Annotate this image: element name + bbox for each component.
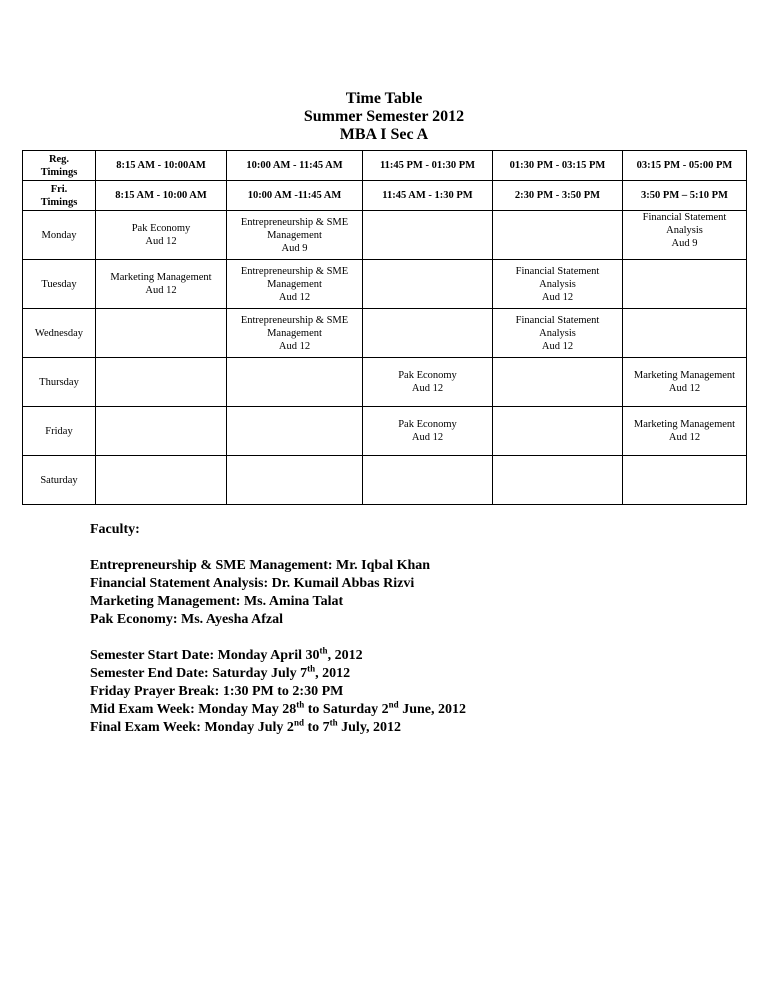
day-row bbox=[23, 358, 747, 407]
cell-text-line: Financial Statement bbox=[642, 212, 727, 223]
cell-text-line: Management bbox=[267, 278, 322, 290]
cell-text-line: Analysis bbox=[539, 327, 576, 339]
cell-text-line: Aud 12 bbox=[278, 291, 311, 303]
empty-cell bbox=[363, 456, 493, 505]
day-name: Tuesday bbox=[23, 260, 96, 309]
day-name: Wednesday bbox=[23, 309, 96, 358]
day-name: Friday bbox=[23, 407, 96, 456]
class-cell bbox=[227, 260, 363, 309]
class-cell bbox=[227, 211, 363, 260]
day-row bbox=[23, 309, 747, 358]
cell-text-line: Marketing Management bbox=[633, 419, 736, 430]
cell-text-line: Management bbox=[267, 229, 322, 241]
cell-text-line: Timings bbox=[40, 166, 78, 178]
faculty-heading: Faculty: bbox=[90, 522, 140, 537]
class-cell bbox=[493, 309, 623, 358]
time-slot: 11:45 AM - 1:30 PM bbox=[363, 181, 493, 211]
empty-cell bbox=[363, 309, 493, 358]
day-row bbox=[23, 456, 747, 505]
empty-cell bbox=[363, 211, 493, 260]
cell-text-line: Entrepreneurship & SME bbox=[240, 314, 349, 326]
cell-text-line: Marketing Management bbox=[633, 370, 736, 381]
empty-cell bbox=[493, 407, 623, 456]
cell-text-line: Entrepreneurship & SME bbox=[240, 216, 349, 228]
cell-text-line: Management bbox=[267, 327, 322, 339]
class-cell bbox=[363, 407, 493, 456]
class-cell bbox=[623, 211, 747, 260]
timings-label bbox=[23, 181, 96, 211]
friday-timings-row bbox=[23, 181, 747, 211]
time-slot: 10:00 AM -11:45 AM bbox=[227, 181, 363, 211]
timings-label bbox=[23, 151, 96, 181]
day-row bbox=[23, 211, 747, 260]
faculty-entry: Entrepreneurship & SME Management: Mr. Iqbal Khan bbox=[90, 558, 431, 573]
title-line-2: Summer Semester 2012 bbox=[303, 108, 465, 125]
faculty-section bbox=[90, 521, 710, 737]
class-cell bbox=[623, 407, 747, 456]
faculty-entry: Financial Statement Analysis: Dr. Kumail Abbas Rizvi bbox=[90, 576, 415, 591]
semester-end-date: Semester End Date: Saturday July 7th, 2012 bbox=[90, 663, 351, 681]
empty-cell bbox=[227, 456, 363, 505]
day-row bbox=[23, 260, 747, 309]
time-slot: 3:50 PM – 5:10 PM bbox=[623, 181, 747, 211]
class-cell bbox=[227, 309, 363, 358]
time-slot: 8:15 AM - 10:00 AM bbox=[96, 181, 227, 211]
final-exam-week: Final Exam Week: Monday July 2nd to 7th July, 2012 bbox=[90, 717, 402, 735]
faculty-entry: Pak Economy: Ms. Ayesha Afzal bbox=[90, 612, 284, 627]
cell-text-line: Aud 12 bbox=[411, 432, 444, 443]
cell-text-line: Aud 12 bbox=[145, 285, 177, 296]
empty-cell bbox=[493, 456, 623, 505]
cell-text-line: Aud 9 bbox=[281, 242, 308, 254]
faculty-entry: Marketing Management: Ms. Amina Talat bbox=[90, 594, 344, 609]
cell-text-line: Aud 12 bbox=[541, 291, 574, 303]
empty-cell bbox=[227, 407, 363, 456]
time-slot: 01:30 PM - 03:15 PM bbox=[493, 151, 623, 181]
cell-text-line: Reg. bbox=[48, 153, 70, 165]
class-cell bbox=[363, 358, 493, 407]
title-line-3: MBA I Sec A bbox=[339, 126, 429, 143]
page-title bbox=[0, 90, 768, 144]
timetable bbox=[22, 150, 747, 505]
time-slot: 03:15 PM - 05:00 PM bbox=[623, 151, 747, 181]
class-cell bbox=[623, 358, 747, 407]
cell-text-line: Aud 12 bbox=[541, 340, 574, 352]
cell-text-line: Pak Economy bbox=[398, 419, 457, 430]
empty-cell bbox=[96, 358, 227, 407]
cell-text-line: Aud 12 bbox=[278, 340, 311, 352]
cell-text-line: Entrepreneurship & SME bbox=[240, 265, 349, 277]
empty-cell bbox=[493, 358, 623, 407]
empty-cell bbox=[623, 260, 747, 309]
time-slot: 10:00 AM - 11:45 AM bbox=[227, 151, 363, 181]
cell-text-line: Aud 12 bbox=[411, 383, 444, 394]
cell-text-line: Timings bbox=[40, 196, 78, 208]
empty-cell bbox=[96, 456, 227, 505]
class-cell bbox=[96, 211, 227, 260]
cell-text-line: Fri. bbox=[50, 183, 68, 195]
prayer-break: Friday Prayer Break: 1:30 PM to 2:30 PM bbox=[90, 684, 344, 699]
class-cell bbox=[96, 260, 227, 309]
cell-text-line: Financial Statement bbox=[515, 314, 600, 326]
mid-exam-week: Mid Exam Week: Monday May 28th to Saturday 2nd June, 2012 bbox=[90, 699, 466, 717]
time-slot: 11:45 PM - 01:30 PM bbox=[363, 151, 493, 181]
cell-text-line: Aud 9 bbox=[671, 238, 698, 249]
cell-text-line: Pak Economy bbox=[398, 370, 457, 381]
time-slot: 2:30 PM - 3:50 PM bbox=[493, 181, 623, 211]
semester-start-date: Semester Start Date: Monday April 30th, 2012 bbox=[90, 645, 363, 663]
empty-cell bbox=[623, 309, 747, 358]
cell-text-line: Financial Statement bbox=[515, 265, 600, 277]
empty-cell bbox=[493, 211, 623, 260]
day-row bbox=[23, 407, 747, 456]
empty-cell bbox=[96, 309, 227, 358]
cell-text-line: Marketing Management bbox=[110, 272, 212, 283]
cell-text-line: Aud 12 bbox=[668, 432, 701, 443]
regular-timings-row bbox=[23, 151, 747, 181]
cell-text-line: Aud 12 bbox=[145, 236, 177, 247]
cell-text-line: Pak Economy bbox=[131, 223, 191, 234]
cell-text-line: Analysis bbox=[666, 225, 703, 236]
day-name: Monday bbox=[23, 211, 96, 260]
title-line-1: Time Table bbox=[345, 90, 423, 107]
day-name: Saturday bbox=[23, 456, 96, 505]
cell-text-line: Analysis bbox=[539, 278, 576, 290]
empty-cell bbox=[623, 456, 747, 505]
time-slot: 8:15 AM - 10:00AM bbox=[96, 151, 227, 181]
class-cell bbox=[493, 260, 623, 309]
cell-text-line: Aud 12 bbox=[668, 383, 701, 394]
day-name: Thursday bbox=[23, 358, 96, 407]
empty-cell bbox=[227, 358, 363, 407]
empty-cell bbox=[363, 260, 493, 309]
empty-cell bbox=[96, 407, 227, 456]
